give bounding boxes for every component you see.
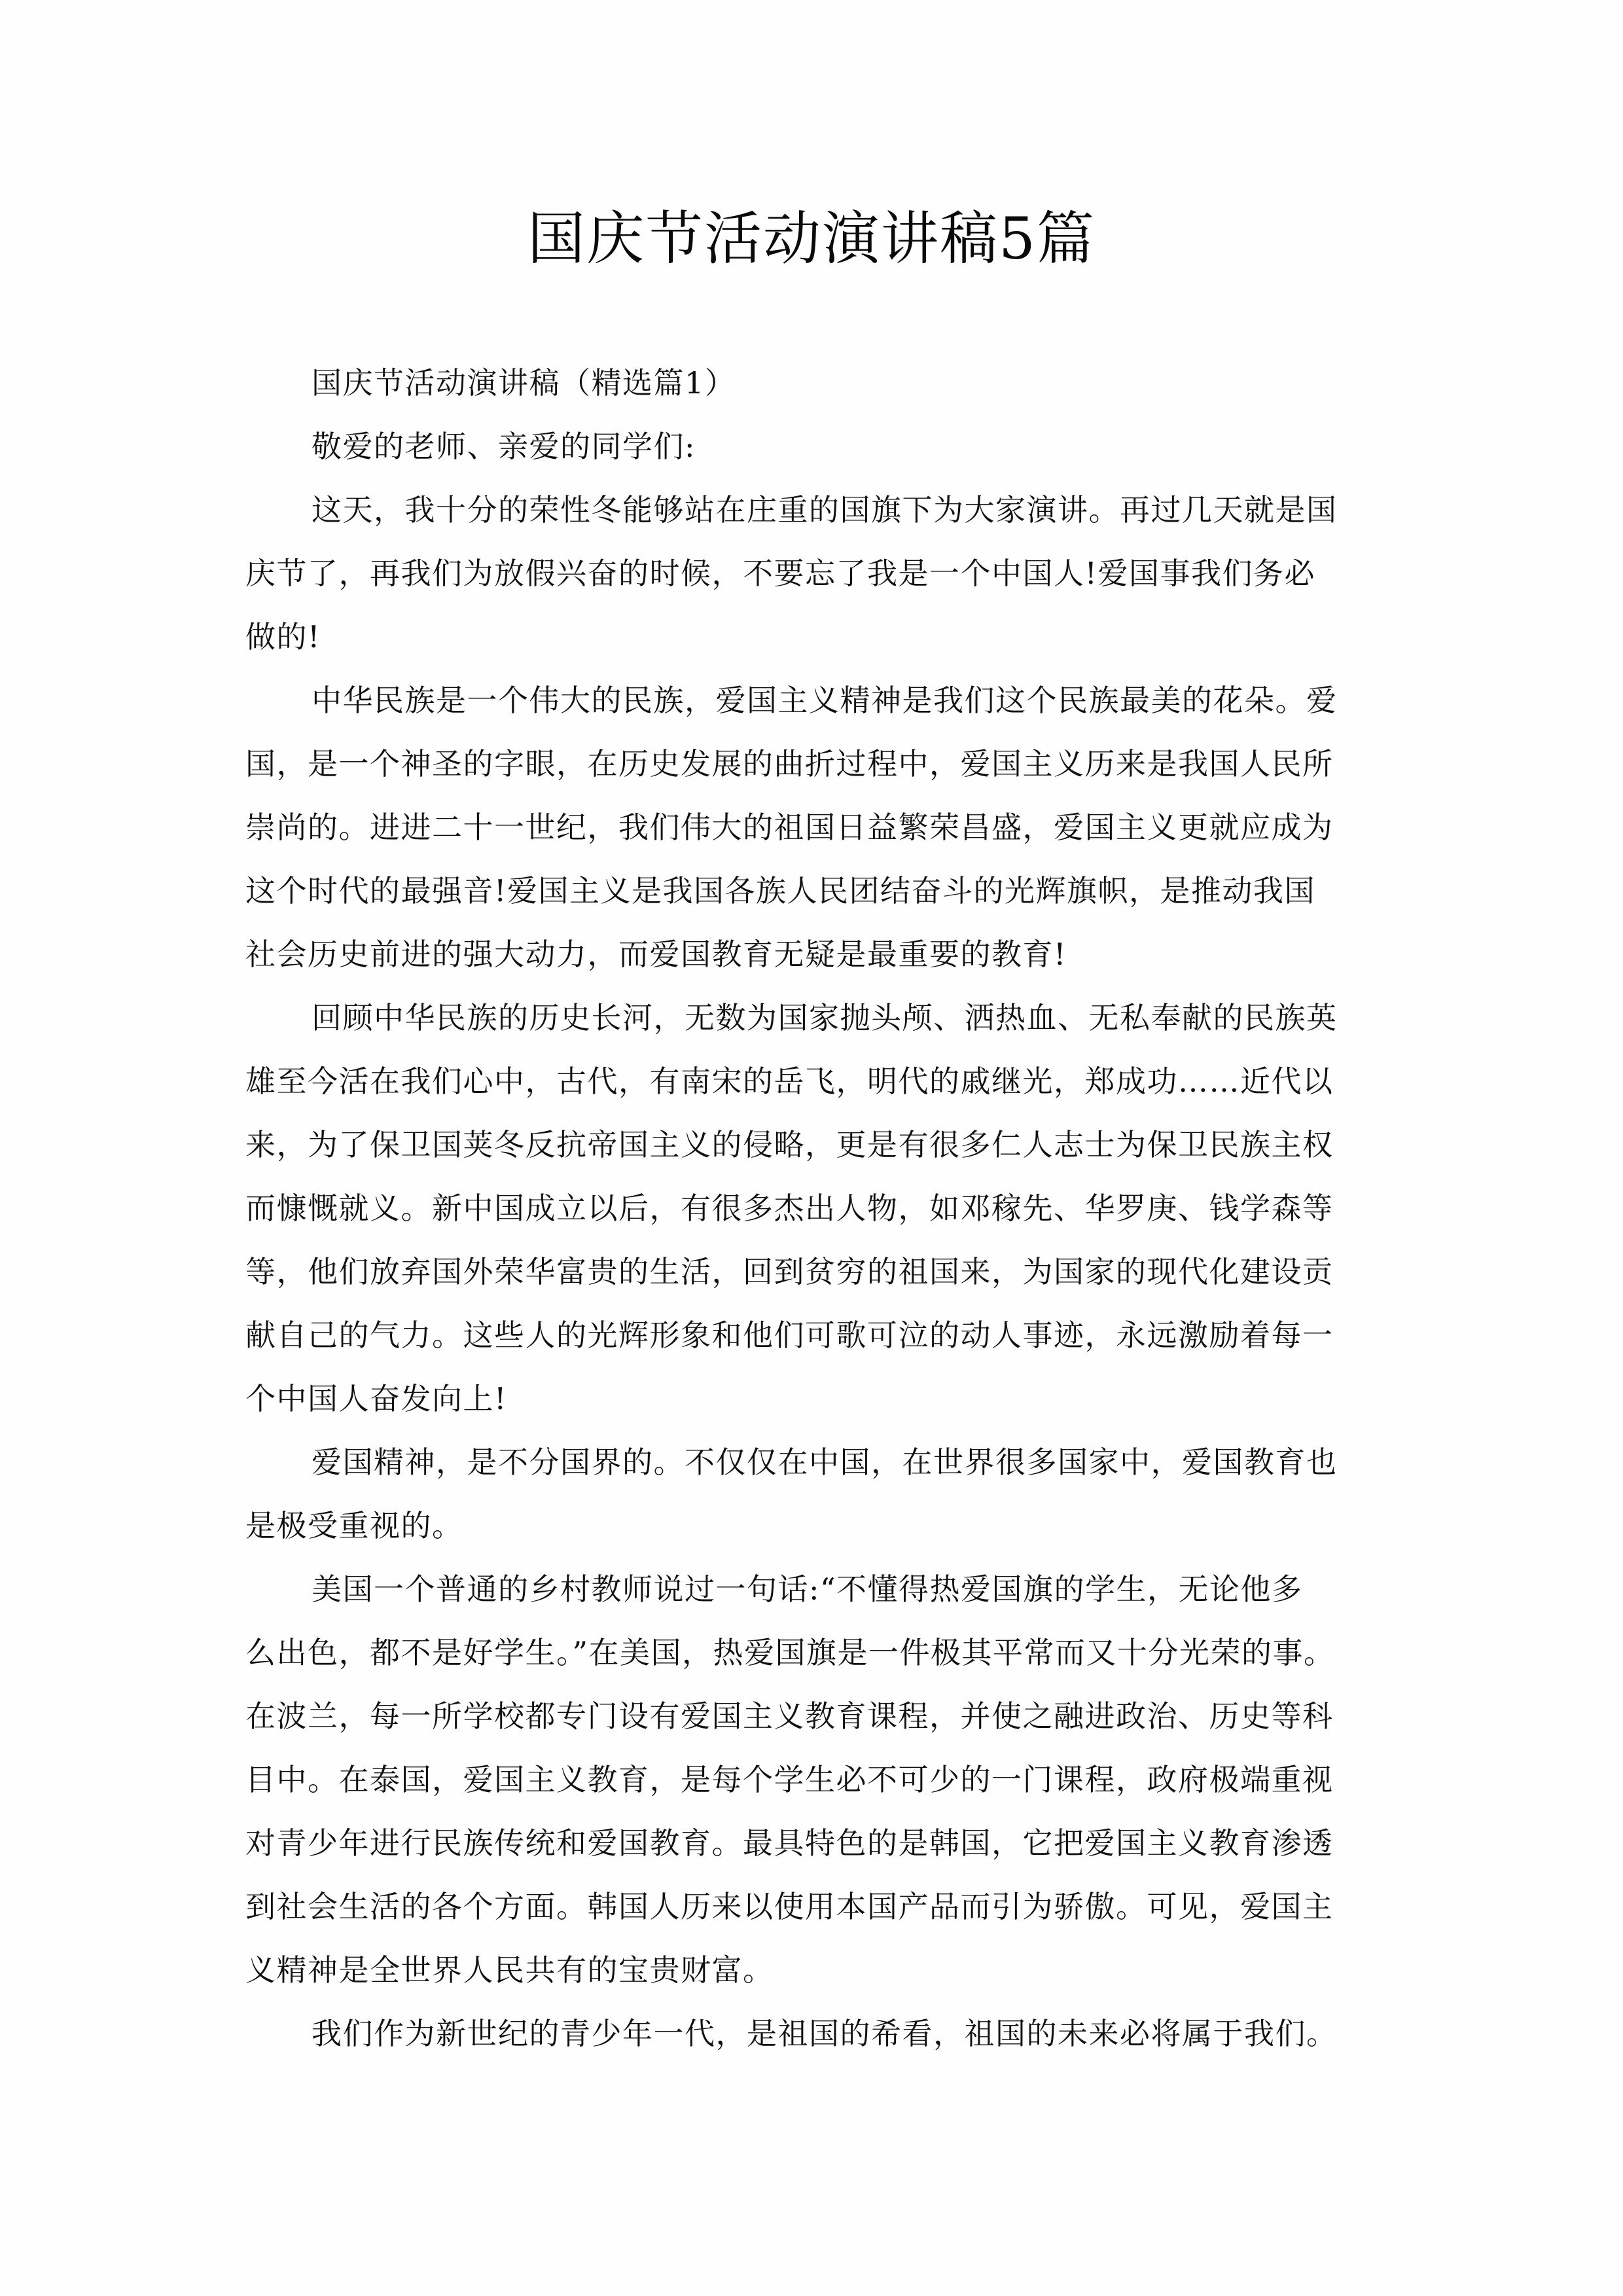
paragraph-line: 是极受重视的。 — [245, 1508, 463, 1543]
paragraph-line: 目中。在泰国，爱国主义教育，是每个学生必不可少的一门课程，政府极端重视 — [245, 1762, 1334, 1797]
paragraph-line: 爱国精神，是不分国界的。不仅仅在中国，在世界很多国家中，爱国教育也 — [312, 1444, 1338, 1480]
paragraph-line: 献自己的气力。这些人的光辉形象和他们可歌可泣的动人事迹，永远激励着每一 — [245, 1318, 1334, 1353]
paragraph-line: 我们作为新世纪的青少年一代，是祖国的希看，祖国的未来必将属于我们。 — [312, 2016, 1338, 2051]
paragraph-line: 中华民族是一个伟大的民族，爱国主义精神是我们这个民族最美的花朵。爱 — [312, 683, 1338, 718]
paragraph-5 — [245, 1558, 1387, 2002]
paragraph-3 — [245, 986, 1387, 1431]
paragraph-line: 雄至今活在我们心中，古代，有南宋的岳飞，明代的戚继光，郑成功……近代以 — [245, 1064, 1334, 1099]
document-title: 国庆节活动演讲稿5篇 — [527, 205, 1096, 272]
paragraph-line: 这天，我十分的荣性冬能够站在庄重的国旗下为大家演讲。再过几天就是国 — [312, 492, 1338, 528]
paragraph-1 — [245, 478, 1387, 669]
paragraph-line: 来，为了保卫国荚冬反抗帝国主义的侵略，更是有很多仁人志士为保卫民族主权 — [245, 1127, 1334, 1162]
paragraph-line: 在波兰，每一所学校都专门设有爱国主义教育课程，并使之融进政治、历史等科 — [245, 1698, 1334, 1734]
paragraph-line: 美国一个普通的乡村教师说过一句话:“不懂得热爱国旗的学生，无论他多 — [312, 1571, 1303, 1607]
paragraph-line: 等，他们放弃国外荣华富贵的生活，回到贫穷的祖国来，为国家的现代化建设贡 — [245, 1254, 1334, 1289]
paragraph-2 — [245, 669, 1387, 986]
document-body — [245, 351, 1387, 2066]
salutation — [245, 415, 1387, 478]
paragraph-line: 做的! — [245, 619, 321, 655]
paragraph-line: 国，是一个神圣的字眼，在历史发展的曲折过程中，爱国主义历来是我国人民所 — [245, 746, 1334, 781]
paragraph-line: 庆节了，再我们为放假兴奋的时候，不要忘了我是一个中国人!爱国事我们务必 — [245, 556, 1315, 591]
salutation-text: 敬爱的老师、亲爱的同学们: — [312, 429, 696, 464]
paragraph-line: 崇尚的。进进二十一世纪，我们伟大的祖国日益繁荣昌盛，爱国主义更就应成为 — [245, 810, 1334, 845]
paragraph-line: 到社会生活的各个方面。韩国人历来以使用本国产品而引为骄傲。可见，爱国主 — [245, 1889, 1334, 1924]
paragraph-line: 义精神是全世界人民共有的宝贵财富。 — [245, 1952, 774, 1988]
section-heading — [245, 351, 1387, 415]
paragraph-6 — [245, 2002, 1387, 2066]
paragraph-line: 对青少年进行民族传统和爱国教育。最具特色的是韩国，它把爱国主义教育渗透 — [245, 1825, 1334, 1861]
section-heading-text: 国庆节活动演讲稿（精选篇1） — [312, 365, 736, 401]
paragraph-line: 社会历史前进的强大动力，而爱国教育无疑是最重要的教育! — [245, 937, 1067, 972]
paragraph-4 — [245, 1431, 1387, 1558]
paragraph-line: 这个时代的最强音!爱国主义是我国各族人民团结奋斗的光辉旗帜，是推动我国 — [245, 873, 1315, 908]
paragraph-line: 回顾中华民族的历史长河，无数为国家抛头颅、洒热血、无私奉献的民族英 — [312, 1000, 1338, 1035]
paragraph-line: 个中国人奋发向上! — [245, 1381, 507, 1416]
paragraph-line: 么出色，都不是好学生。”在美国，热爱国旗是一件极其平常而又十分光荣的事。 — [245, 1635, 1335, 1670]
paragraph-line: 而慷慨就义。新中国成立以后，有很多杰出人物，如邓稼先、华罗庚、钱学森等 — [245, 1191, 1334, 1226]
